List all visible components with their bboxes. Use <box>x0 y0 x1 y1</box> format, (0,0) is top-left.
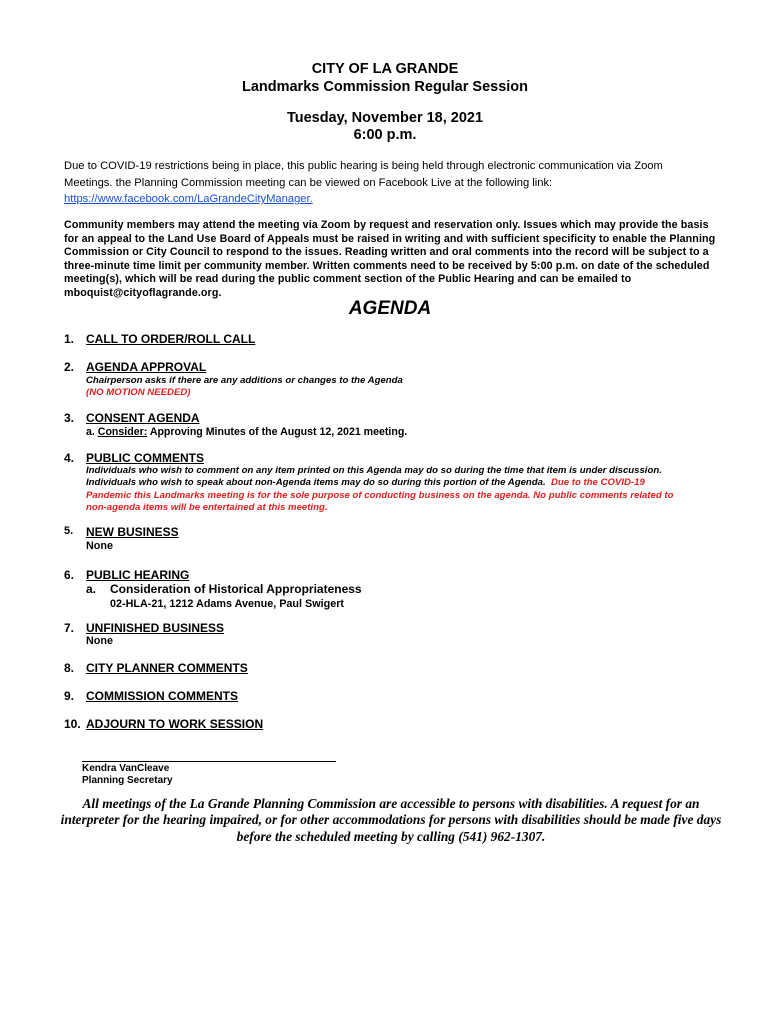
item-3-title: CONSENT AGENDA <box>86 411 200 425</box>
item-1-number: 1. <box>64 332 75 346</box>
item-8-title: CITY PLANNER COMMENTS <box>86 661 248 675</box>
item-6-sub-detail: 02-HLA-21, 1212 Adams Avenue, Paul Swigert <box>110 598 345 610</box>
item-5-title: NEW BUSINESS <box>86 525 179 539</box>
item-10-title: ADJOURN TO WORK SESSION <box>86 717 264 731</box>
item-7-title: UNFINISHED BUSINESS <box>86 621 225 635</box>
item-2-title: AGENDA APPROVAL <box>86 360 207 374</box>
item-7-body: None <box>86 635 113 647</box>
signature-line <box>82 761 336 762</box>
item-2-number: 2. <box>64 360 75 374</box>
item-2-note: Chairperson asks if there are any additions or changes to the Agenda <box>86 375 403 386</box>
item-4-note-red-2: Pandemic this Landmarks meeting is for the sole purpose of conducting business on the agenda. No public comments related to <box>86 489 674 501</box>
city-name: CITY OF LA GRANDE <box>311 61 459 77</box>
item-9-title: COMMISSION COMMENTS <box>86 689 238 703</box>
community-notice: Community members may attend the meeting via Zoom by request and reservation only. Issues which may provide the basis for an appeal to the Land Use Board of Appeals must be raised in writing and with sufficient specificity to enable the Planning Commission or City Council to respond to the issues. Reading written and oral comments into the record will be subject to a three-minute time limit per community member. Written comments need to be received by 5:00 p.m. on date of the scheduled meeting(s), which will be read during the public comment section of the Public Hearing and can be emailed to mboquist@cityoflagrande.org. <box>64 219 716 299</box>
item-1-title: CALL TO ORDER/ROLL CALL <box>86 332 256 346</box>
item-6-sub-prefix: a. <box>86 582 97 596</box>
facebook-live-link[interactable]: https://www.facebook.com/LaGrandeCityManager. <box>64 193 313 205</box>
item-6-sub-title: Consideration of Historical Appropriateness <box>110 582 362 596</box>
item-4-note-red-3: non-agenda items will be entertained at this meeting. <box>86 501 328 513</box>
signature-name: Kendra VanCleave <box>82 763 170 774</box>
meeting-date: Tuesday, November 18, 2021 <box>286 110 484 126</box>
item-4-number: 4. <box>64 451 75 465</box>
agenda-title: AGENDA <box>348 298 432 319</box>
item-10-number: 10. <box>64 717 81 731</box>
item-4-note-red-1: Due to the COVID-19 <box>550 477 645 489</box>
item-4-title: PUBLIC COMMENTS <box>86 451 204 465</box>
item-2-note-red: (NO MOTION NEEDED) <box>86 387 191 398</box>
accessibility-notice: All meetings of the La Grande Planning Commission are accessible to persons with disabilities. A request for an interpreter for the hearing impaired, or for other accommodations for persons with disabilities should be made five days before the scheduled meeting by calling (541) 962-1307. <box>60 796 722 844</box>
intro-text: Due to COVID-19 restrictions being in place, this public hearing is being held through electronic communication via Zoom Meetings. the Planning Commission meeting can be viewed on Facebook Live at the following link: <box>64 160 663 189</box>
item-5-body: None <box>86 540 113 552</box>
item-6-number: 6. <box>64 568 75 582</box>
item-3-number: 3. <box>64 411 75 425</box>
item-4-note-line-2 <box>86 477 736 489</box>
session-title: Landmarks Commission Regular Session <box>241 79 529 95</box>
item-6-title: PUBLIC HEARING <box>86 568 190 582</box>
item-3-sub-label: Consider: <box>97 426 148 438</box>
item-3-sub-text: Approving Minutes of the August 12, 2021 meeting. <box>149 426 408 438</box>
item-3-sub-prefix: a. <box>86 426 95 438</box>
item-4-note-line-2-text: Individuals who wish to speak about non-Agenda items may do so during this portion of the Agenda. <box>86 477 546 489</box>
item-8-number: 8. <box>64 661 75 675</box>
item-4-note <box>86 465 736 514</box>
signature-role: Planning Secretary <box>82 775 173 786</box>
item-3-sub <box>86 426 407 438</box>
intro-paragraph <box>64 158 714 208</box>
item-4-note-line-1: Individuals who wish to comment on any item printed on this Agenda may do so during the time that item is under discussion. <box>86 465 662 476</box>
item-9-number: 9. <box>64 689 75 703</box>
item-7-number: 7. <box>64 621 75 635</box>
item-5-number: 5. <box>64 525 74 537</box>
meeting-time: 6:00 p.m. <box>353 127 417 143</box>
